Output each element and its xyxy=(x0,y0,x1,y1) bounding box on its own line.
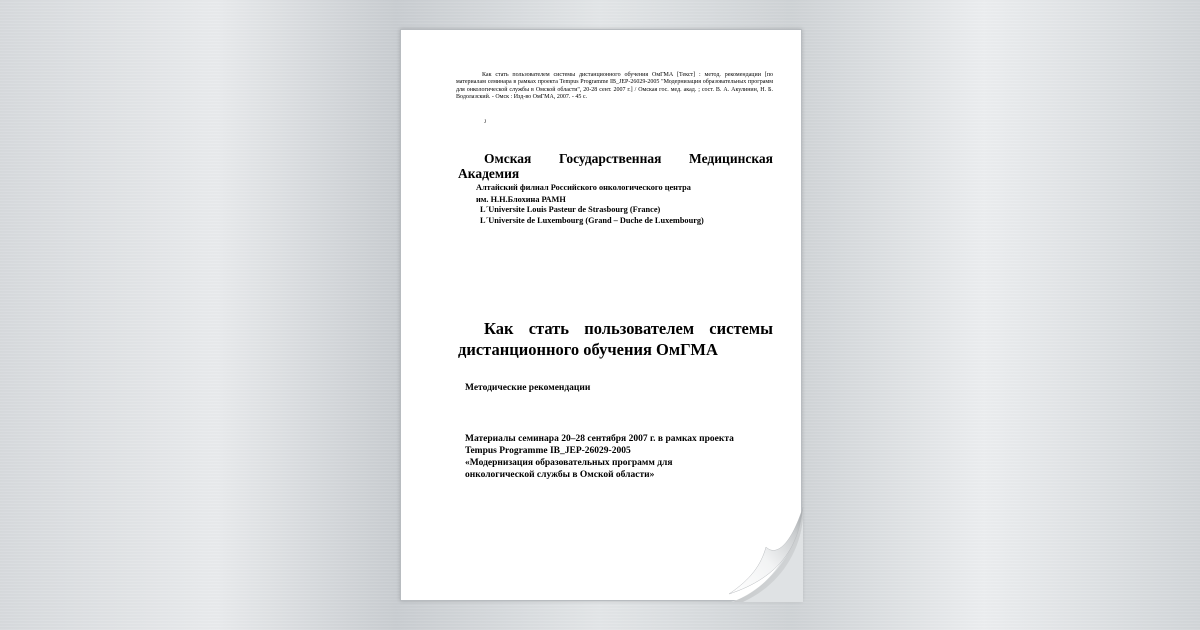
document-subtitle: Методические рекомендации xyxy=(465,383,591,393)
page-mark: J xyxy=(484,120,486,125)
materials-line: Tempus Programme IB_JEP-26029-2005 xyxy=(465,446,631,456)
affiliation-line: L´Universite de Luxembourg (Grand – Duche de Luxembourg) xyxy=(480,216,704,225)
organization-name: Омская Государственная Медицинская Академия xyxy=(458,151,773,181)
document-title: Как стать пользователем системы дистанционного обучения ОмГМА xyxy=(458,319,773,359)
affiliation-line: Алтайский филиал Российского онкологического центра xyxy=(476,183,691,192)
bibliographic-citation: Как стать пользователем системы дистанционного обучения ОмГМА [Текст] : метод. рекомендации [по материалам семинара в рамках проекта Tempus Programme IB_JEP-26029-2005 "Модернизация образовательных программ для онкологической службы в Омской области", 20-28 сент. 2007 г.] / Омская гос. мед. акад. ; сост. В. А. Акулинин, Н. Б. Водолазский. - Омск : Изд-во ОмГМА, 2007. - 45 с. xyxy=(456,72,773,101)
materials-line: онкологической службы в Омской области» xyxy=(465,470,655,480)
affiliation-line: им. Н.Н.Блохина РАМН xyxy=(476,195,566,204)
document-page xyxy=(400,29,802,601)
page-curl-icon[interactable] xyxy=(721,485,803,602)
seminar-materials xyxy=(465,433,734,481)
affiliation-line: L´Universite Louis Pasteur de Strasbourg (France) xyxy=(480,205,661,214)
materials-line: «Модернизация образовательных программ для xyxy=(465,458,673,468)
materials-line: Материалы семинара 20–28 сентября 2007 г. в рамках проекта xyxy=(465,434,734,444)
